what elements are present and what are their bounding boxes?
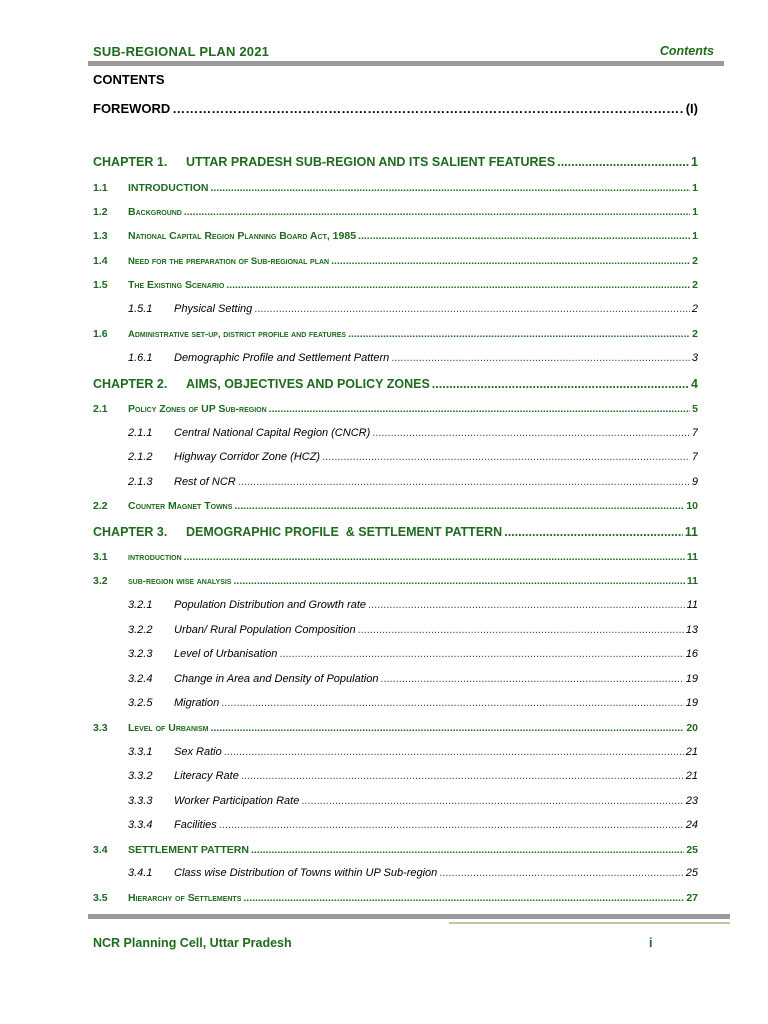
toc-title: Counter Magnet Towns: [128, 500, 233, 512]
toc-entry-2-1-3[interactable]: [128, 476, 698, 488]
toc-entry-1-3[interactable]: [93, 230, 698, 242]
toc-title: Need for the preparation of Sub-regional plan: [128, 256, 330, 267]
header-title: SUB-REGIONAL PLAN 2021: [93, 44, 270, 59]
toc-entry-3-2-4[interactable]: [128, 673, 698, 685]
toc-page: 2: [692, 279, 698, 291]
toc-title: AIMS, OBJECTIVES AND POLICY ZONES: [186, 377, 430, 391]
toc-title: Administrative set-up, district profile and features: [128, 329, 347, 340]
toc-num: 3.2: [93, 575, 108, 587]
toc-entry-3-2-5[interactable]: [128, 697, 698, 709]
toc-entry-1-5-1[interactable]: [128, 303, 698, 315]
toc-entry-3-3-3[interactable]: [128, 795, 698, 807]
toc-num: 2.1.1: [128, 427, 153, 439]
toc-page: 2: [692, 255, 698, 267]
toc-leader: [322, 451, 690, 463]
toc-title: Worker Participation Rate: [174, 795, 300, 807]
toc-entry-3-3-1[interactable]: [128, 746, 698, 758]
toc-num: 1.1: [93, 182, 108, 194]
toc-entry-1-6-1[interactable]: [128, 352, 698, 364]
toc-title: introduction: [128, 552, 182, 563]
toc-leader: [241, 770, 684, 782]
toc-num: 1.3: [93, 230, 108, 242]
toc-entry-3-3-2[interactable]: [128, 770, 698, 782]
toc-title: Hierarchy of Settlements: [128, 892, 242, 904]
toc-entry-chapter-2[interactable]: [93, 377, 698, 391]
toc-entry-chapter-3[interactable]: [93, 525, 698, 539]
toc-leader: [184, 206, 690, 218]
toc-leader: [368, 599, 685, 611]
toc-page: 11: [686, 599, 698, 611]
toc-leader: [221, 697, 684, 709]
toc-num: 2.1: [93, 403, 108, 415]
toc-page: 19: [685, 673, 698, 685]
toc-title: DEMOGRAPHIC PROFILE & SETTLEMENT PATTERN: [186, 525, 503, 539]
header-section: Contents: [659, 44, 714, 58]
toc-entry-1-6[interactable]: [93, 328, 698, 340]
footer-accent-rule: [449, 922, 730, 924]
toc-leader: [358, 230, 690, 242]
toc-entry-3-2-3[interactable]: [128, 648, 698, 660]
toc-title: Population Distribution and Growth rate: [174, 599, 366, 611]
toc-title: Rest of NCR: [174, 476, 236, 488]
toc-page: 11: [686, 551, 698, 563]
toc-leader: [234, 500, 684, 512]
toc-page: 25: [686, 844, 698, 856]
toc-title: Literacy Rate: [174, 770, 239, 782]
toc-page: 4: [691, 377, 698, 391]
toc-num: 1.5: [93, 279, 108, 291]
toc-entry-3-4[interactable]: [93, 844, 698, 856]
toc-page: 23: [685, 795, 698, 807]
toc-leader: [391, 352, 690, 364]
toc-entry-1-4[interactable]: [93, 255, 698, 267]
toc-leader: [301, 795, 683, 807]
toc-num: 3.5: [93, 892, 108, 904]
toc-num: 1.4: [93, 255, 108, 267]
toc-leader: [504, 525, 683, 539]
toc-title: SETTLEMENT PATTERN: [128, 844, 249, 856]
toc-title: Central National Capital Region (CNCR): [174, 427, 371, 439]
toc-page: 16: [685, 648, 698, 660]
toc-num: 3.2.5: [128, 697, 153, 709]
toc-title: Demographic Profile and Settlement Pattern: [174, 352, 390, 364]
toc-num: 3.3.4: [128, 819, 153, 831]
toc-entry-3-1[interactable]: [93, 551, 698, 563]
toc-page: 5: [692, 403, 698, 415]
toc-title: UTTAR PRADESH SUB-REGION AND ITS SALIENT FEATURES: [186, 155, 556, 169]
toc-leader: [279, 648, 683, 660]
toc-leader: [219, 819, 684, 831]
toc-page: 13: [685, 624, 698, 636]
toc-leader: [233, 575, 684, 587]
toc-num: 3.2.3: [128, 648, 153, 660]
toc-leader: [211, 182, 691, 194]
toc-leader: [184, 551, 685, 563]
toc-page: 21: [685, 746, 698, 758]
toc-page: 7: [691, 427, 698, 439]
toc-entry-1-2[interactable]: [93, 206, 698, 218]
toc-leader: [372, 427, 690, 439]
toc-page: 25: [685, 867, 698, 879]
toc-title: Change in Area and Density of Population: [174, 673, 379, 685]
header-rule: [88, 61, 724, 66]
toc-entry-chapter-1[interactable]: [93, 155, 698, 169]
toc-page: 2: [692, 328, 698, 340]
toc-entry-foreword[interactable]: [93, 101, 698, 116]
toc-page: 21: [685, 770, 698, 782]
toc-leader: [269, 403, 691, 415]
toc-leader: [172, 101, 683, 116]
toc-leader: [348, 328, 690, 340]
toc-page: 27: [686, 892, 698, 904]
toc-page: 9: [691, 476, 698, 488]
toc-num: 3.2.2: [128, 624, 153, 636]
toc-title: INTRODUCTION: [128, 182, 209, 194]
toc-title: Class wise Distribution of Towns within UP Sub-region: [174, 867, 438, 879]
toc-entry-2-1-1[interactable]: [128, 427, 698, 439]
toc-num: 3.3.3: [128, 795, 153, 807]
toc-leader: [380, 673, 683, 685]
contents-title: CONTENTS: [93, 72, 165, 87]
toc-entry-3-3-4[interactable]: [128, 819, 698, 831]
toc-page: 24: [685, 819, 698, 831]
toc-entry-3-4-1[interactable]: [128, 867, 698, 879]
toc-title: Physical Setting: [174, 303, 253, 315]
toc-num: CHAPTER 2.: [93, 377, 168, 391]
toc-title: Level of Urbanism: [128, 722, 209, 734]
toc-leader: [243, 892, 684, 904]
toc-entry-1-5[interactable]: [93, 279, 698, 291]
toc-entry-3-3[interactable]: [93, 722, 698, 734]
toc-leader: [439, 867, 683, 879]
toc-num: 3.3: [93, 722, 108, 734]
toc-num: 3.1: [93, 551, 108, 563]
toc-num: 2.2: [93, 500, 108, 512]
toc-entry-1-1[interactable]: [93, 182, 698, 194]
toc-page: 11: [686, 575, 698, 587]
toc-title: sub-region wise analysis: [128, 576, 232, 587]
toc-num: 2.1.3: [128, 476, 153, 488]
toc-entry-2-1-2[interactable]: [128, 451, 698, 463]
toc-title: FOREWORD: [93, 101, 171, 116]
toc-num: 1.6.1: [128, 352, 153, 364]
toc-title: Urban/ Rural Population Composition: [174, 624, 356, 636]
toc-page: 1: [692, 182, 698, 194]
toc-entry-2-1[interactable]: [93, 403, 698, 415]
footer-page-number: i: [649, 936, 653, 950]
toc-leader: [254, 303, 690, 315]
toc-page: 3: [691, 352, 698, 364]
toc-entry-3-5[interactable]: [93, 892, 698, 904]
toc-num: 3.2.1: [128, 599, 153, 611]
toc-num: 3.4: [93, 844, 108, 856]
toc-leader: [226, 279, 690, 291]
toc-title: National Capital Region Planning Board Act, 1985: [128, 230, 357, 242]
toc-leader: [251, 844, 684, 856]
toc-page: 1: [691, 155, 698, 169]
toc-leader: [331, 255, 690, 267]
toc-leader: [211, 722, 685, 734]
toc-title: Migration: [174, 697, 220, 709]
toc-title: Background: [128, 206, 182, 218]
toc-num: 1.5.1: [128, 303, 153, 315]
toc-num: 1.2: [93, 206, 108, 218]
toc-title: The Existing Scenario: [128, 279, 225, 291]
toc-page: 20: [686, 722, 698, 734]
toc-num: CHAPTER 3.: [93, 525, 168, 539]
toc-title: Highway Corridor Zone (HCZ): [174, 451, 321, 463]
toc-num: 3.4.1: [128, 867, 153, 879]
footer-organisation: NCR Planning Cell, Uttar Pradesh: [93, 936, 292, 950]
toc-entry-3-2-2[interactable]: [128, 624, 698, 636]
toc-leader: [358, 624, 684, 636]
toc-page: 19: [685, 697, 698, 709]
toc-entry-2-2[interactable]: [93, 500, 698, 512]
toc-leader: [557, 155, 689, 169]
toc-leader: [224, 746, 684, 758]
toc-num: 3.3.1: [128, 746, 153, 758]
toc-page: (I): [685, 101, 698, 116]
toc-page: 1: [692, 230, 698, 242]
toc-page: 2: [691, 303, 698, 315]
toc-num: 1.6: [93, 328, 108, 340]
toc-leader: [432, 377, 689, 391]
toc-num: 2.1.2: [128, 451, 153, 463]
toc-title: Facilities: [174, 819, 217, 831]
toc-title: Level of Urbanisation: [174, 648, 278, 660]
toc-entry-3-2[interactable]: [93, 575, 698, 587]
toc-page: 11: [684, 525, 698, 539]
toc-num: CHAPTER 1.: [93, 155, 168, 169]
footer-rule: [88, 914, 730, 919]
toc-title: Policy Zones of UP Sub-region: [128, 403, 267, 415]
toc-page: 7: [691, 451, 698, 463]
toc-num: 3.2.4: [128, 673, 153, 685]
toc-leader: [238, 476, 690, 488]
toc-num: 3.3.2: [128, 770, 153, 782]
toc-title: Sex Ratio: [174, 746, 222, 758]
toc-page: 10: [686, 500, 698, 512]
toc-page: 1: [692, 206, 698, 218]
toc-entry-3-2-1[interactable]: [128, 599, 698, 611]
